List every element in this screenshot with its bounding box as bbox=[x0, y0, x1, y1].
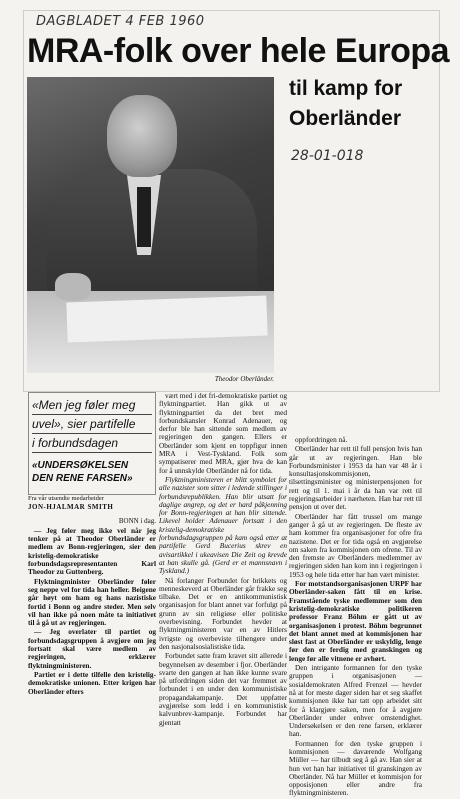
kicker-box bbox=[28, 392, 156, 495]
subheadline-line-1: til kamp for bbox=[289, 77, 403, 100]
kicker-line: i forbundsdagen bbox=[32, 434, 152, 453]
paragraph: Nå forlanger Forbundet for brikkets og menneskeverd at Oberländer går frakke seg tilbake. Det er en antikommunistisk organisasjon for blant annet var forfulgt på grunn av sin religiøse eller politiske overbevisning. Forbundet hevder at flyktningministeren var en av Hitlers ivrigste og overbeviste tilhengere under den nasjonalsosialistiske tida. bbox=[159, 575, 287, 651]
headline: MRA-folk over hele Europa bbox=[27, 32, 450, 70]
byline-name: JON-HJALMAR SMITH bbox=[28, 503, 114, 512]
paragraph: vært med i det fri-demokratiske partiet og flyktningpartiet. Han gikk ut av flyktningpartiet da det bret med forbundskansler Konrad Adenauer, og derfor ble han sittende som medlem av regjeringen den gangen. Ellers er Oberländer som kjent en toppfigur innen MRA i Vest-Tyskland. Folk som sympatiserer med MRA, gjør hva de kan for å unnskylde Oberländer nå for tida. bbox=[159, 391, 287, 475]
paragraph: Flyktningministeren er blitt symbolet for alle nazister som sitter i ledende stillinger i forbundsrepublikken. Han blir utsatt for daglige angrep, og det er hard påkjenning for Bonn-regjeringen at han blir sittende. Likevel holder Adenauer fortsatt i den kristelig-demokratiske forbundsdagsgruppen på kam også etter at partifelle Gerd Bucerius skrev en avisartikkel i ukeavisen Die Zeit og krevde at han skulle gå. (Gerd er et mannsnavn i Tyskland.) bbox=[159, 474, 287, 576]
paragraph: oppfordringen nå. bbox=[295, 435, 348, 444]
paragraph: — Jeg føler meg ikke vel når jeg tenker på at Theodor Oberländer er medlem av Bonn-regjeringen, sier den kristelig-demokratiske forbundsdagsrepresentanten Karl Theodor zu Guttenberg. bbox=[28, 525, 156, 577]
section-head: «UNDERSØKELSEN DEN RENE FARSEN» bbox=[32, 460, 133, 484]
paragraph: Partiet er i dette tilfelle den kristelig-demokratiske unionen. Etter krigen har Oberländer efters bbox=[28, 669, 156, 696]
subheadline-line-2: Oberländer bbox=[289, 107, 402, 130]
handwritten-masthead: DAGBLADET 4 FEB 1960 bbox=[36, 14, 205, 29]
paragraph: Formannen for den tyske gruppen i kommisjonen — daværende Wolfgang Müller — har tilbudt seg å gå av. Han sier at hun vet han har initiativet til granskingen av Oberländer. Nå har Müller et kommisjon for opposisjonen eller andre fra flyktningministeren. bbox=[289, 738, 422, 798]
byline-label: Fra vår utsendte medarbeider bbox=[28, 495, 104, 502]
photo-head bbox=[107, 95, 177, 177]
paragraph: Flyktningminister Oberländer føler seg neppe vel for tida han heller. Beigene går høyt om ham og hans nazistiske fortid i Bonn og andre steder. Men selv vil han ikke på noen måte ta initiativet til å gå ut av regjeringen. bbox=[28, 576, 156, 628]
article-column-b bbox=[159, 392, 287, 728]
photo-paper bbox=[66, 296, 267, 343]
photo-hand bbox=[55, 273, 91, 301]
paragraph: Den intrigante formannen for den tyske gruppen i organisasjonen — sosialdemokraten Alfred Frenzel — hevder nå at for meste dager siden har et seg skaffet kommisjonen ikke har tatt opp arbeidet sitt for å klargjøre saken, men for å avgjøre Oberländer under enhver omstendighet. Undersøkelsen er den rene farsen, erklærer han. bbox=[289, 663, 422, 739]
paragraph: Forbundet satte fram kravet sitt allerede i begynnelsen av desember i fjor. Oberländer svarte den gangen at han ikke kunne svare på utfordringen siden det var fremmet av forbundet i en under den kommunistiske propagandakampanje. Det uppfatter avgjørelse som ledd i en kommunistisk kalvunbrev-kampanje. Forbundet har gjentatt bbox=[159, 651, 287, 727]
handwritten-archive-date: 28-01-018 bbox=[291, 148, 364, 164]
photo-tie bbox=[137, 187, 151, 247]
paragraph: Oberländer har rett til full pensjon hvis han går ut av regjeringen. Han ble Forbundsminister i 1953 da han var 48 år i konsultasjonskommisjonen, tilsettingsminister og ministerpensjonen for rett og til 1. mai i år da han var rett til regjeringsarbeider i nærheten. Han har rett til pensjon ut over det. bbox=[289, 444, 422, 512]
paragraph: For motstandsorganisasjonen URPF har Oberländer-saken fått til en krise. Framstående tyske medlemmer som den kristelig-demokratiske politikeren professor Franz Böhm er gått ut av organisasjonen i protest. Böhm begrunnet det blant annet med at kommisjonen har sløst fast at Oberländer er uskyldig, lenge før den er ferdig med granskingen og lenge før alle vitnene er avhørt. bbox=[289, 579, 422, 663]
portrait-photo bbox=[27, 77, 274, 373]
paragraph: Oberländer har fått trussel om mange ganger å gå ut av regjeringen. De fleste av ham kommer fra organisasjoner for ofre fra nazistene. Det er for tida også en avgjørelse om saken fra kommisjonen om ofrene. Til av den fremste av Oberländers medlemmer av regjeringen siden han kom inn i regjeringen i 1953 og hele tida etter har han vært minister. bbox=[289, 511, 422, 579]
photo-caption: Theodor Oberländer. bbox=[214, 375, 274, 383]
article-column-c bbox=[289, 436, 422, 799]
kicker-line: «Men jeg føler meg bbox=[32, 396, 152, 415]
paragraph: — Jeg overlater til partiet og forbundsdagsgruppen å avgjøre om jeg fortsatt skal være medlem av regjeringen, erklærer flyktningministeren. bbox=[28, 627, 156, 670]
kicker-line: uvel», sier partifelle bbox=[32, 415, 152, 434]
byline bbox=[28, 495, 156, 513]
article-column-a bbox=[28, 392, 156, 697]
dateline: BONN i dag. bbox=[118, 516, 156, 525]
